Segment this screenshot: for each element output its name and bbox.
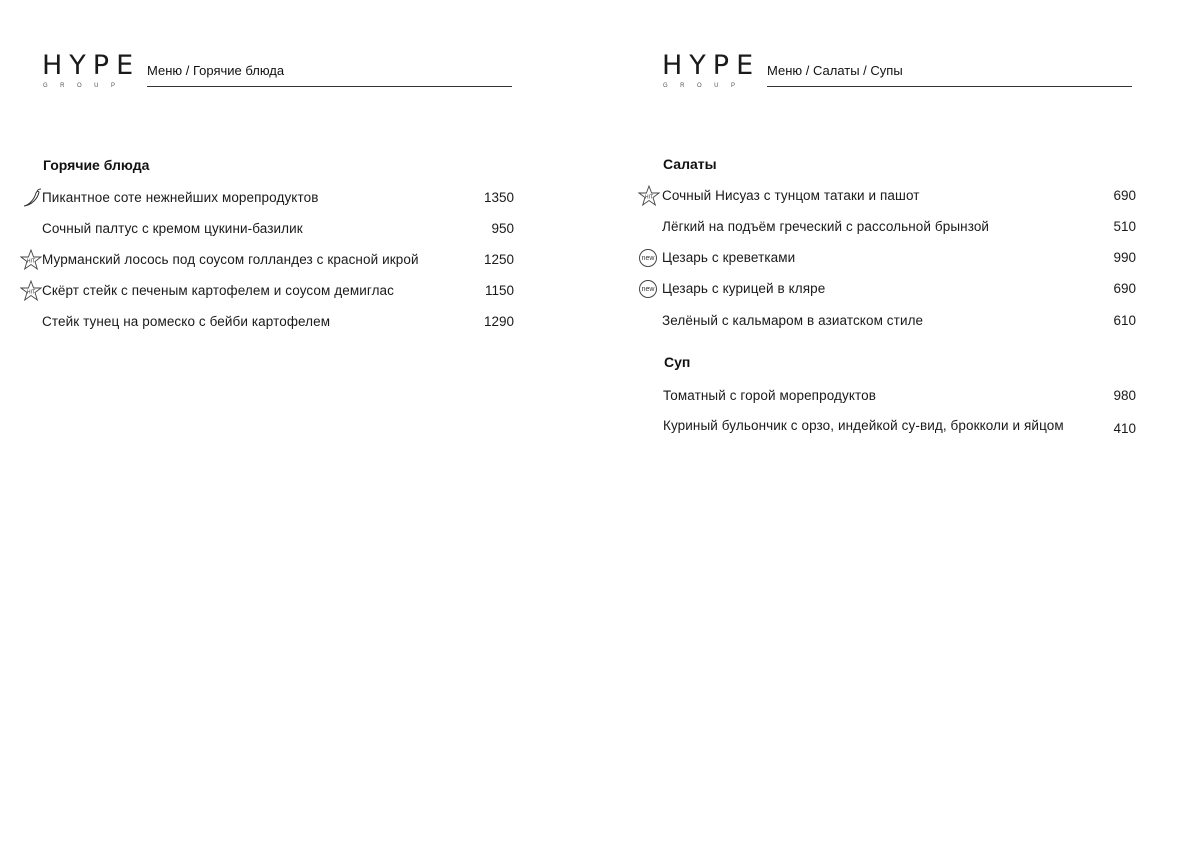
item-price: 690 — [1113, 188, 1136, 203]
chili-icon — [20, 187, 42, 209]
item-price: 1250 — [483, 252, 514, 267]
menu-item — [638, 278, 1136, 300]
section-title: Суп — [664, 354, 691, 370]
hit-star-icon — [20, 249, 42, 271]
new-label: new — [639, 249, 657, 267]
menu-item — [638, 310, 1136, 332]
item-price: 1290 — [483, 314, 514, 329]
menu-item — [638, 247, 1136, 269]
new-label: new — [639, 280, 657, 298]
item-name: Пикантное соте нежнейших морепродуктов — [42, 190, 319, 205]
new-icon — [638, 278, 660, 300]
hit-star-icon — [20, 280, 42, 302]
item-price: 510 — [1113, 219, 1136, 234]
item-name: Сочный Нисуаз с тунцом татаки и пашот — [662, 188, 920, 203]
brand-sub: GROUP — [663, 83, 748, 89]
item-price: 610 — [1113, 313, 1136, 328]
item-price: 410 — [1113, 421, 1136, 436]
brand-name: HYPE — [42, 50, 141, 81]
item-name: Сочный палтус с кремом цукини-базилик — [42, 221, 303, 236]
item-price: 690 — [1113, 281, 1136, 296]
item-name: Цезарь с курицей в кляре — [662, 281, 826, 296]
menu-item — [20, 249, 514, 271]
section-title: Салаты — [663, 156, 717, 172]
menu-page-salads-soups — [620, 0, 1200, 848]
menu-item — [638, 185, 1136, 207]
item-price: 1350 — [483, 190, 514, 205]
item-name: Скёрт стейк с печеным картофелем и соусом демиглас — [42, 283, 395, 298]
item-price: 980 — [1113, 388, 1136, 403]
breadcrumb: Меню / Салаты / Супы — [767, 63, 1132, 87]
item-name: Зелёный с кальмаром в азиатском стиле — [662, 313, 924, 328]
item-name: Куриный бульончик с орзо, индейкой су-вид, брокколи и яйцом — [663, 418, 1064, 433]
item-name: Томатный с горой морепродуктов — [663, 388, 877, 403]
hit-label: HIT — [26, 258, 36, 265]
hit-label: HIT — [644, 194, 654, 201]
brand-sub: GROUP — [43, 83, 128, 89]
new-icon — [638, 247, 660, 269]
breadcrumb: Меню / Горячие блюда — [147, 63, 512, 87]
brand-logo — [42, 50, 141, 89]
item-name: Стейк тунец на ромеско с бейби картофелем — [42, 314, 331, 329]
hit-label: HIT — [26, 289, 36, 296]
menu-item — [20, 187, 514, 209]
menu-item — [638, 216, 1136, 238]
item-name: Цезарь с креветками — [662, 250, 796, 265]
item-price: 950 — [491, 221, 514, 236]
hit-star-icon — [638, 185, 660, 207]
section-title: Горячие блюда — [43, 157, 150, 173]
menu-item — [20, 280, 514, 302]
menu-item — [20, 311, 514, 333]
brand-name: HYPE — [662, 50, 761, 81]
item-name: Мурманский лосось под соусом голландез с красной икрой — [42, 252, 419, 267]
menu-item — [638, 418, 1136, 446]
item-price: 990 — [1113, 250, 1136, 265]
item-price: 1150 — [484, 283, 514, 298]
item-name: Лёгкий на подъём греческий с рассольной брынзой — [662, 219, 990, 234]
menu-item — [20, 218, 514, 240]
menu-item — [638, 385, 1136, 407]
brand-logo — [662, 50, 761, 89]
